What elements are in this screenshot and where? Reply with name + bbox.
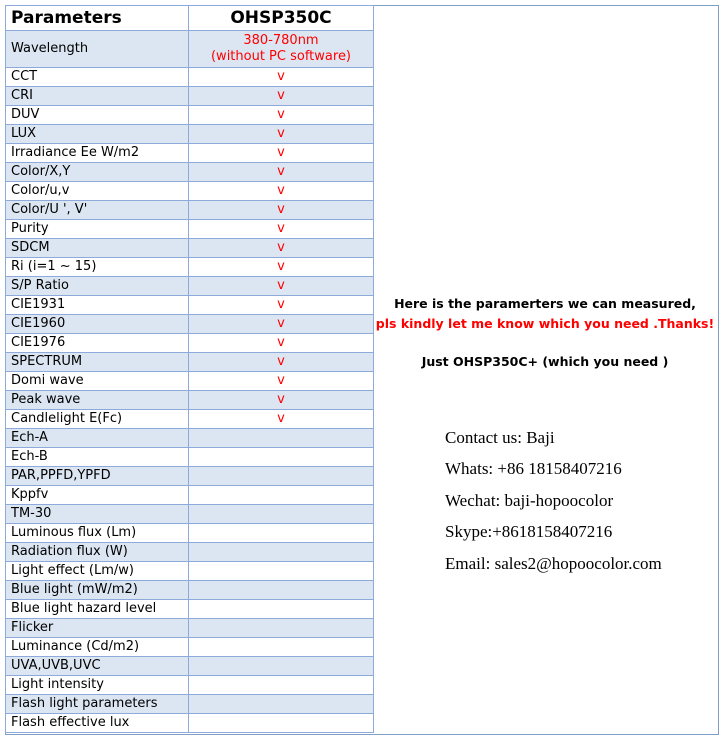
support-mark bbox=[189, 714, 374, 733]
support-mark bbox=[189, 524, 374, 543]
support-mark: v bbox=[189, 87, 374, 106]
support-mark: v bbox=[189, 391, 374, 410]
support-mark bbox=[189, 429, 374, 448]
parameter-name: Light effect (Lm/w) bbox=[6, 562, 189, 581]
parameter-name: CCT bbox=[6, 68, 189, 87]
support-mark bbox=[189, 486, 374, 505]
table-row bbox=[6, 676, 374, 695]
parameter-name: TM-30 bbox=[6, 505, 189, 524]
table-row bbox=[6, 524, 374, 543]
table-row bbox=[6, 106, 374, 125]
table-row bbox=[6, 334, 374, 353]
support-mark: v bbox=[189, 315, 374, 334]
parameter-name: Kppfv bbox=[6, 486, 189, 505]
support-mark: v bbox=[189, 106, 374, 125]
table-row bbox=[6, 315, 374, 334]
parameter-name: SDCM bbox=[6, 239, 189, 258]
table-row bbox=[6, 220, 374, 239]
table-row bbox=[6, 448, 374, 467]
support-mark: v bbox=[189, 353, 374, 372]
table-row bbox=[6, 429, 374, 448]
parameter-name: SPECTRUM bbox=[6, 353, 189, 372]
table-row bbox=[6, 296, 374, 315]
table-row bbox=[6, 657, 374, 676]
wavelength-row bbox=[6, 31, 374, 68]
support-mark bbox=[189, 638, 374, 657]
parameter-name: Flash light parameters bbox=[6, 695, 189, 714]
parameter-name: Ech-A bbox=[6, 429, 189, 448]
parameter-name: Color/U ', V' bbox=[6, 201, 189, 220]
support-mark bbox=[189, 600, 374, 619]
support-mark: v bbox=[189, 239, 374, 258]
note-measure: Here is the paramerters we can measured, bbox=[394, 296, 696, 311]
wavelength-value bbox=[189, 31, 374, 68]
table-row bbox=[6, 353, 374, 372]
parameter-name: Blue light hazard level bbox=[6, 600, 189, 619]
support-mark bbox=[189, 543, 374, 562]
parameter-name: CIE1931 bbox=[6, 296, 189, 315]
parameter-name: S/P Ratio bbox=[6, 277, 189, 296]
support-mark bbox=[189, 448, 374, 467]
support-mark: v bbox=[189, 296, 374, 315]
parameter-name: Flash effective lux bbox=[6, 714, 189, 733]
note-model: Just OHSP350C+ (which you need ) bbox=[421, 354, 669, 369]
parameter-name: Purity bbox=[6, 220, 189, 239]
contact-name: Contact us: Baji bbox=[445, 428, 555, 447]
table-row bbox=[6, 201, 374, 220]
table-row bbox=[6, 391, 374, 410]
parameter-name: Radiation flux (W) bbox=[6, 543, 189, 562]
support-mark: v bbox=[189, 163, 374, 182]
contact-skype: Skype:+8618158407216 bbox=[445, 522, 613, 541]
support-mark bbox=[189, 619, 374, 638]
support-mark: v bbox=[189, 277, 374, 296]
support-mark bbox=[189, 467, 374, 486]
contact-whatsapp: Whats: +86 18158407216 bbox=[445, 459, 622, 478]
parameters-table bbox=[5, 5, 374, 733]
parameter-name: Candlelight E(Fc) bbox=[6, 410, 189, 429]
parameter-name: CIE1976 bbox=[6, 334, 189, 353]
contact-email: Email: sales2@hopoocolor.com bbox=[445, 554, 662, 573]
support-mark bbox=[189, 581, 374, 600]
table-row bbox=[6, 68, 374, 87]
parameter-name: Irradiance Ee W/m2 bbox=[6, 144, 189, 163]
table-row bbox=[6, 410, 374, 429]
parameter-name: PAR,PPFD,YPFD bbox=[6, 467, 189, 486]
table-row bbox=[6, 467, 374, 486]
support-mark: v bbox=[189, 201, 374, 220]
support-mark: v bbox=[189, 125, 374, 144]
parameter-name: Color/u,v bbox=[6, 182, 189, 201]
support-mark bbox=[189, 676, 374, 695]
parameter-name: LUX bbox=[6, 125, 189, 144]
support-mark bbox=[189, 695, 374, 714]
support-mark bbox=[189, 657, 374, 676]
parameter-name: CIE1960 bbox=[6, 315, 189, 334]
support-mark bbox=[189, 562, 374, 581]
parameter-name: Flicker bbox=[6, 619, 189, 638]
support-mark: v bbox=[189, 372, 374, 391]
table-row bbox=[6, 182, 374, 201]
wavelength-range: 380-780nm bbox=[243, 33, 319, 48]
parameter-name: Color/X,Y bbox=[6, 163, 189, 182]
table-row bbox=[6, 581, 374, 600]
table-row bbox=[6, 486, 374, 505]
table-row bbox=[6, 372, 374, 391]
parameter-name: Luminous flux (Lm) bbox=[6, 524, 189, 543]
support-mark: v bbox=[189, 144, 374, 163]
wavelength-note: (without PC software) bbox=[210, 49, 352, 64]
parameter-name: Luminance (Cd/m2) bbox=[6, 638, 189, 657]
parameter-name: DUV bbox=[6, 106, 189, 125]
parameter-name: Peak wave bbox=[6, 391, 189, 410]
table-row bbox=[6, 144, 374, 163]
table-row bbox=[6, 277, 374, 296]
table-header-row bbox=[6, 6, 374, 31]
support-mark: v bbox=[189, 410, 374, 429]
table-row bbox=[6, 714, 374, 733]
parameter-name: Ri (i=1 ~ 15) bbox=[6, 258, 189, 277]
parameter-name: UVA,UVB,UVC bbox=[6, 657, 189, 676]
table-row bbox=[6, 600, 374, 619]
note-request: pls kindly let me know which you need .Thanks! bbox=[375, 316, 715, 331]
support-mark: v bbox=[189, 182, 374, 201]
header-parameters: Parameters bbox=[6, 6, 189, 31]
support-mark: v bbox=[189, 220, 374, 239]
table-row bbox=[6, 87, 374, 106]
support-mark: v bbox=[189, 68, 374, 87]
support-mark: v bbox=[189, 334, 374, 353]
table-row bbox=[6, 543, 374, 562]
table-row bbox=[6, 505, 374, 524]
wavelength-label: Wavelength bbox=[6, 31, 189, 68]
contact-wechat: Wechat: baji-hopoocolor bbox=[445, 491, 614, 510]
parameter-name: CRI bbox=[6, 87, 189, 106]
parameter-name: Blue light (mW/m2) bbox=[6, 581, 189, 600]
table-row bbox=[6, 638, 374, 657]
table-row bbox=[6, 695, 374, 714]
table-row bbox=[6, 619, 374, 638]
support-mark: v bbox=[189, 258, 374, 277]
table-row bbox=[6, 163, 374, 182]
support-mark bbox=[189, 505, 374, 524]
table-row bbox=[6, 258, 374, 277]
table-row bbox=[6, 562, 374, 581]
parameter-name: Ech-B bbox=[6, 448, 189, 467]
header-model: OHSP350C bbox=[189, 6, 374, 31]
parameter-name: Light intensity bbox=[6, 676, 189, 695]
parameter-name: Domi wave bbox=[6, 372, 189, 391]
table-row bbox=[6, 125, 374, 144]
table-row bbox=[6, 239, 374, 258]
